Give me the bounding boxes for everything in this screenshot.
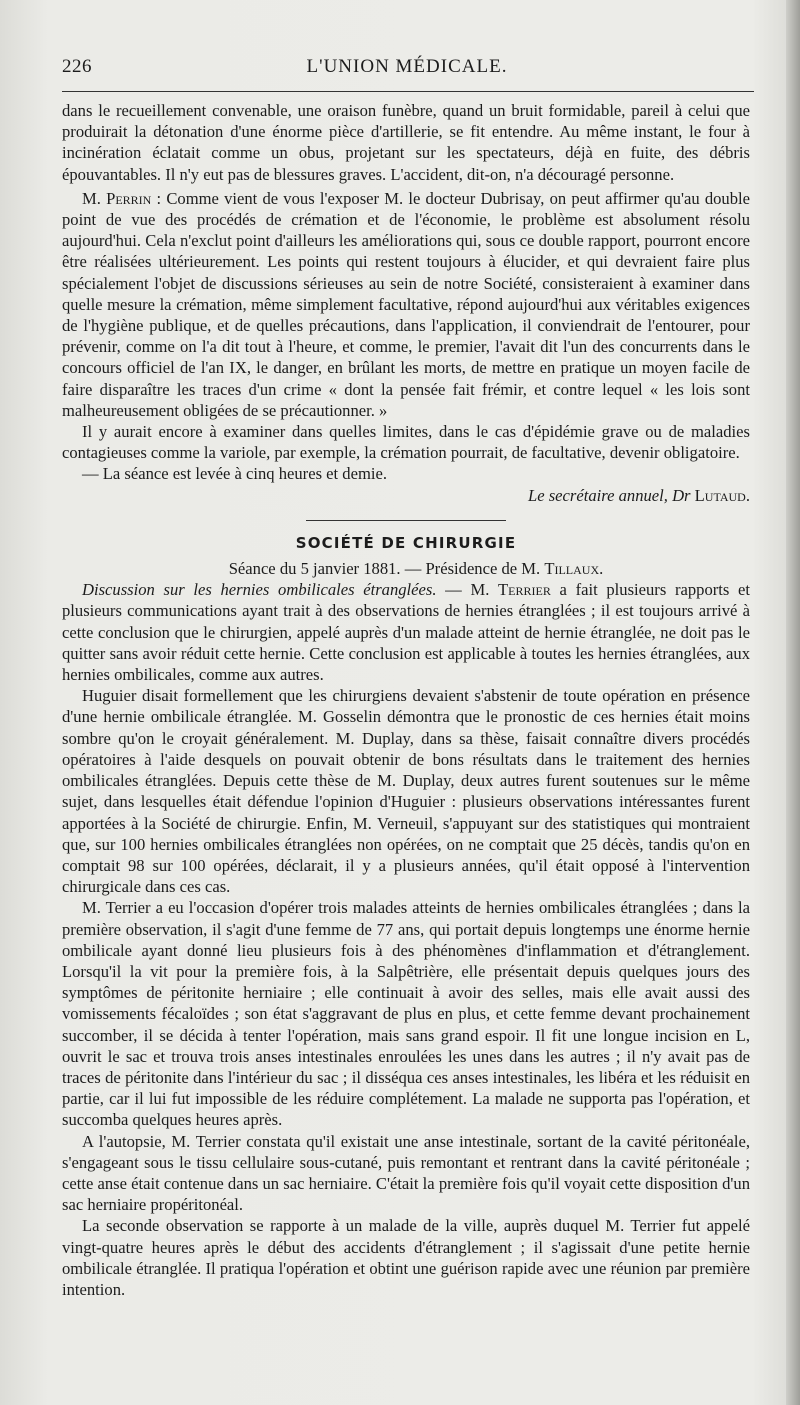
speaker-perrin: M. Perrin : [82, 188, 162, 208]
discussion-text: a fait plusieurs rapports et plusieurs communications ayant trait à des observations de hernies étranglées ; il est toujours arrivé à cette conclusion que le chirurgien, appelé auprès d'un malade atteint de hernie étranglée, ne doit pas le quitter sans avoir réduit cette hernie. Cette conclusion est applicable à toutes les hernies étranglées, aux hernies ombilicales, comme aux autres. [62, 580, 750, 685]
signature-role: Le secrétaire annuel, [527, 485, 668, 505]
paragraph-discussion [62, 579, 750, 685]
paragraph-crematorium-accident: dans le recueillement convenable, une oraison funèbre, quand un bruit formidable, pareil à celui que produirait la détonation d'une énorme pièce d'artillerie, se fit entendre. Au même instant, le four à incinération éclatait comme un obus, projetant sur les spectateurs, déjà en fuite, des débris épouvantables. Il n'y eut pas de blessures graves. L'accident, dit-on, n'a découragé personne. [62, 101, 750, 184]
book-spine-shadow [786, 0, 800, 1405]
paragraph-huguier: Huguier disait formellement que les chirurgiens devaient s'abstenir de toute opération en présence d'une hernie ombilicale étranglée. M. Gosselin démontra que le pronostic de ces hernies était moins sombre qu'on le croyait généralement. M. Duplay, dans sa thèse, faisait connaître divers procédés opératoires à l'aide desquels on pouvait obtenir de bons résultats dans le traitement des hernies ombilicales étranglées. Depuis cette thèse de M. Duplay, deux autres furent soutenues sur le même sujet, dans lesquelles était défendue l'opinion d'Huguier : plusieurs observations intéressantes furent apportées à la Société de chirurgie. Enfin, M. Verneuil, s'appuyant sur des statistiques qui montraient que, sur 100 hernies ombilicales étranglées non opérées, on ne comptait que 25 décès, tandis qu'on en comptait 98 sur 100 opérées, déclarait, il y a plusieurs années, qu'il était opposé à l'intervention chirurgicale dans ces cas. [62, 686, 750, 897]
closing-line: — La séance est levée à cinq heures et demie. [82, 464, 387, 484]
paragraph-second-observation: La seconde observation se rapporte à un malade de la ville, auprès duquel M. Terrier fut appelé vingt-quatre heures après le début des accidents d'étranglement ; il s'agissait d'une petite hernie ombilicale étranglée. Il pratiqua l'opération et obtint une guérison rapide avec une réunion par première intention. [62, 1216, 750, 1299]
paragraph-first-observation: M. Terrier a eu l'occasion d'opérer trois malades atteints de hernies ombilicales étranglées ; dans la première observation, il s'agit d'une femme de 77 ans, qui portait depuis longtemps une énorme hernie ombilicale ayant donné lieu plusieurs fois à des phénomènes d'inflammation et d'étranglement. Lorsqu'il la vit pour la première fois, à la Salpêtrière, elle présentait depuis quelques jours des symptômes de péritonite herniaire ; elle continuait à avoir des selles, mais elle avait aussi des vomissements fécaloïdes ; son état s'aggravant de plus en plus, et cette femme devant prochainement succomber, il se décida à tenter l'opération, mais sans grand espoir. Il fit une longue incision en L, ouvrit le sac et trouva trois anses intestinales enroulées les unes dans les autres ; il n'y avait pas de traces de péritonite dans l'intérieur du sac ; il disséqua ces anses intestinales, les libéra et les réduisit en partie, car il lui fut impossible de les réduire complétement. La malade ne supporta pas l'opération, et succomba quelques heures après. [62, 898, 750, 1130]
paragraph-autopsie: A l'autopsie, M. Terrier constata qu'il existait une anse intestinale, sortant de la cavité péritonéale, s'engageant sous le tissu cellulaire sous-cutané, puis remontant et rentrant dans la cavité péritonéale ; cette anse était contenue dans un sac herniaire. C'était la première fois qu'il voyait cette disposition d'un sac herniaire propéritonéal. [62, 1131, 750, 1215]
page-number: 226 [62, 56, 92, 77]
session-line [62, 558, 750, 579]
section-divider [306, 520, 506, 521]
discussion-dash: — M. [436, 580, 499, 600]
section-title: SOCIÉTÉ DE CHIRURGIE [295, 533, 517, 552]
header-rule [62, 91, 754, 92]
session-president: Tillaux. [544, 559, 604, 579]
perrin-text: Comme vient de vous l'exposer M. le docteur Dubrisay, on peut affirmer qu'au double point de vue des procédés de crémation et de l'économie, le problème est absolument résolu aujourd'hui. Cela n'exclut point d'ailleurs les améliorations qui, sous ce double rapport, pourront encore être réalisées ultérieurement. Les points qui restent toujours à élucider, et qui devraient faire plus spécialement l'objet de discussions sérieuses au sein de notre Société, consisteraient à examiner dans quelle mesure la crémation, même simplement facultative, répond aujourd'hui aux véritables exigences de l'hygiène publique, et de quelles précautions, dans l'application, il conviendrait de l'entourer, pour prévenir, comme on l'a dit tout à l'heure, et comme, le premier, l'avait dit l'un des concurrents dans le concours officiel de l'an IX, le danger, en brûlant les morts, de mettre en pratique un moyen facile de faire disparaître les traces d'un crime « dont la pensée fait frémir, et contre lequel « les lois sont malheureusement obligées de se précautionner. » [62, 188, 750, 420]
running-title: L'UNION MÉDICALE. [306, 56, 508, 77]
discussion-speaker: Terrier [498, 580, 551, 600]
signature-title: Dr [667, 485, 695, 505]
discussion-title: Discussion sur les hernies ombilicales étranglées. [82, 580, 437, 600]
signature [62, 485, 750, 506]
article-body [62, 100, 750, 1300]
paragraph-perrin [62, 188, 750, 421]
session-prefix: Séance du 5 janvier 1881. — Présidence de M. [228, 559, 545, 579]
signature-name: Lutaud. [694, 485, 750, 505]
paragraph-epidemie: Il y aurait encore à examiner dans quelles limites, dans le cas d'épidémie grave ou de maladies contagieuses comme la variole, par exemple, la crémation pourrait, de facultative, devenir obligatoire. [62, 422, 750, 463]
page-header [62, 56, 752, 86]
